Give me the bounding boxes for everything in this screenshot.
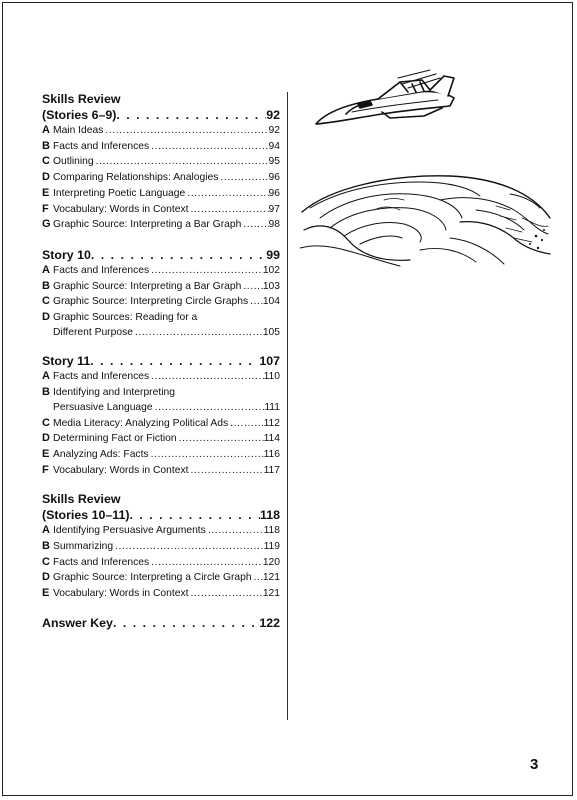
entry-page: 105 [262,326,280,338]
toc-entry[interactable] [42,447,280,463]
entry-page: 112 [263,417,280,429]
section-heading-row[interactable] [42,247,280,263]
dot-leader [129,507,260,523]
toc-entry[interactable] [42,123,280,139]
dot-leader [90,353,259,369]
entry-letter: A [42,370,50,383]
entry-letter: C [42,295,50,308]
earth-clouds-illustration [300,170,552,270]
section-heading-row[interactable] [42,615,280,631]
entry-text: Outlining [53,156,94,168]
entry-page: 110 [263,371,280,383]
toc-entry[interactable] [42,431,280,447]
toc-entry[interactable] [42,463,280,479]
dot-leader [151,556,263,571]
toc-entry[interactable] [42,416,280,432]
entry-page: 98 [268,219,280,231]
entry-text: Graphic Source: Interpreting a Bar Graph [53,219,242,231]
entry-page: 120 [262,556,280,568]
entry-letter: C [42,416,50,429]
dot-leader [115,540,263,555]
entry-page: 102 [262,264,280,276]
dot-leader [243,280,263,295]
dot-leader [96,155,269,170]
dot-leader [155,401,265,416]
entry-text: Graphic Sources: Reading for a [53,312,198,324]
entry-page: 96 [268,172,280,184]
entry-text: Graphic Source: Interpreting a Bar Graph [53,280,242,292]
dot-leader [254,571,263,586]
entry-text: Vocabulary: Words in Context [53,464,189,476]
entry-letter: B [42,139,50,152]
toc-entry[interactable] [42,539,280,555]
entry-letter: A [42,124,50,136]
section-page: 92 [266,108,280,122]
entry-page: 96 [268,187,280,199]
dot-leader [230,417,263,432]
entry-page: 97 [268,203,280,215]
toc-section-skills-review-6-9 [42,91,280,233]
section-page: 118 [260,508,280,523]
entry-page: 92 [268,125,280,136]
entry-text: Facts and Inferences [53,371,150,383]
entry-text: Graphic Source: Interpreting a Circle Graph [53,572,252,584]
entry-letter: D [42,171,50,184]
entry-letter: C [42,555,50,568]
entry-page: 119 [263,541,280,553]
entry-letter: D [42,432,50,445]
entry-text: Vocabulary: Words in Context [53,588,189,600]
toc-entry[interactable] [42,586,280,602]
entry-page: 95 [268,156,280,168]
toc-entry[interactable] [42,570,280,586]
entry-page: 118 [263,525,280,537]
section-heading: Answer Key [42,615,113,630]
entry-letter: F [42,463,49,476]
column-divider [287,92,288,720]
toc-entry[interactable] [42,170,280,186]
entry-letter: E [42,447,50,460]
entry-letter: D [42,311,50,324]
entry-text: Identifying and Interpreting [53,387,175,399]
entry-letter: F [42,202,49,215]
section-heading: Story 10 [42,247,91,262]
toc-entry-continuation[interactable] [42,401,280,416]
entry-text: Vocabulary: Words in Context [53,203,189,215]
dot-leader [250,295,263,310]
entry-text: Identifying Persuasive Arguments [53,525,206,537]
entry-letter: E [42,587,50,600]
dot-leader [105,124,268,139]
dot-leader [135,326,263,341]
entry-page: 116 [263,448,280,460]
table-of-contents [42,91,280,645]
section-page: 99 [266,247,280,262]
dot-leader [190,587,262,602]
toc-entry[interactable] [42,385,280,401]
dot-leader [190,464,263,479]
entry-text: Persuasive Language [53,401,153,413]
entry-text: Graphic Source: Interpreting Circle Graphs [53,296,249,308]
toc-section-answer-key [42,615,280,631]
dot-leader [116,107,266,123]
section-heading-row[interactable] [42,107,280,123]
entry-page: 111 [264,401,280,413]
toc-entry[interactable] [42,310,280,326]
dot-leader [187,187,268,202]
dot-leader [243,218,268,233]
entry-letter: C [42,155,50,168]
section-subheading: (Stories 6–9) [42,108,117,122]
toc-entry[interactable] [42,154,280,170]
entry-letter: B [42,540,50,553]
entry-page: 121 [262,572,280,584]
page-number: 3 [530,756,539,773]
dot-leader [151,140,268,155]
section-heading: Skills Review [42,92,121,106]
entry-letter: E [42,186,50,199]
entry-page: 104 [262,296,280,308]
space-shuttle-illustration [312,68,462,130]
entry-text: Media Literacy: Analyzing Political Ads [53,417,229,429]
entry-page: 114 [263,433,280,445]
entry-text: Facts and Inferences [53,556,150,568]
dot-leader [151,370,263,385]
dot-leader [91,247,266,263]
entry-letter: G [42,218,51,231]
entry-text: Facts and Inferences [53,264,150,276]
toc-entry[interactable] [42,186,280,202]
toc-section-story-10 [42,247,280,341]
toc-entry[interactable] [42,555,280,571]
entry-text: Main Ideas [53,125,104,136]
entry-letter: D [42,571,50,584]
dot-leader [220,171,268,186]
toc-entry[interactable] [42,369,280,385]
section-heading-row[interactable] [42,353,280,369]
entry-text: Analyzing Ads: Facts [53,448,149,460]
toc-entry[interactable] [42,294,280,310]
toc-entry[interactable] [42,523,280,539]
dot-leader [208,524,264,539]
toc-entry[interactable] [42,139,280,155]
toc-section-skills-review-10-11 [42,491,280,602]
toc-section-story-11 [42,353,280,478]
section-subheading: (Stories 10–11) [42,508,130,523]
entry-page: 94 [268,140,280,152]
dot-leader [113,615,259,631]
entry-page: 121 [262,588,280,600]
toc-entry[interactable] [42,217,280,233]
toc-entry[interactable] [42,279,280,295]
dot-leader [179,432,264,447]
entry-text: Summarizing [53,541,114,553]
entry-letter: A [42,263,50,276]
dot-leader [190,203,268,218]
entry-text: Different Purpose [53,326,133,338]
entry-text: Comparing Relationships: Analogies [53,172,219,184]
toc-entry-continuation[interactable] [42,326,280,341]
entry-text: Facts and Inferences [53,140,150,152]
section-page: 122 [259,615,280,630]
toc-entry[interactable] [42,263,280,279]
entry-page: 117 [263,464,280,476]
section-heading-row[interactable] [42,507,280,523]
entry-letter: A [42,524,50,537]
section-heading: Skills Review [42,492,121,507]
dot-leader [151,264,263,279]
entry-letter: B [42,386,50,399]
toc-entry[interactable] [42,202,280,218]
entry-letter: B [42,279,50,292]
dot-leader [151,448,264,463]
section-heading: Story 11 [42,354,91,369]
section-page: 107 [259,354,280,369]
entry-text: Interpreting Poetic Language [53,187,186,199]
entry-page: 103 [262,280,280,292]
entry-text: Determining Fact or Fiction [53,433,177,445]
